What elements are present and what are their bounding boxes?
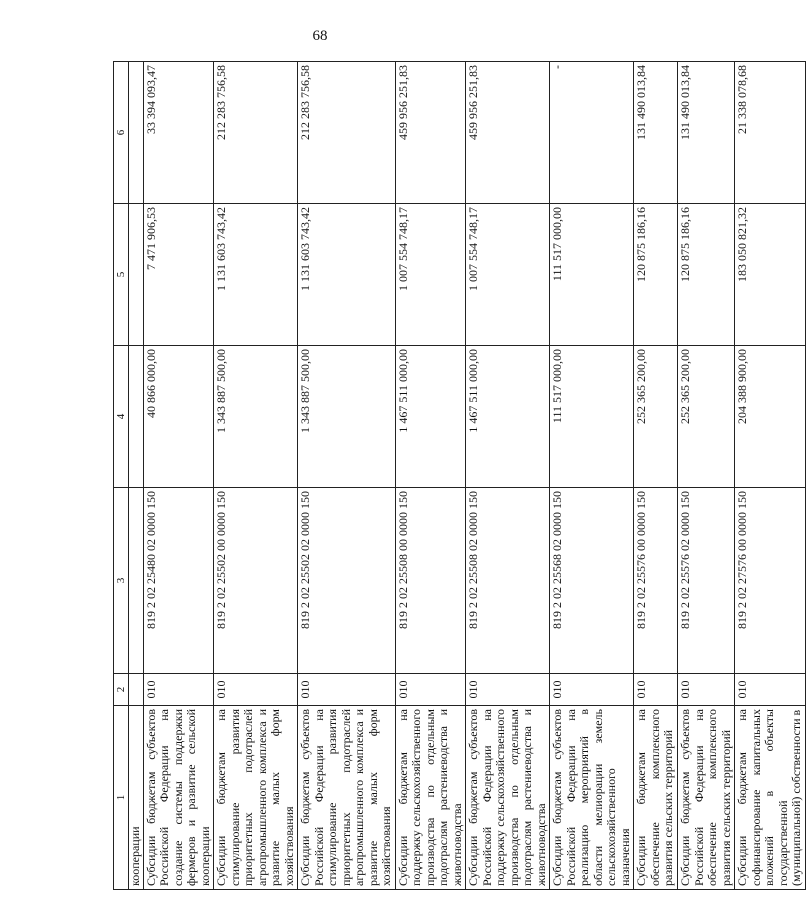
row-kbk: 819 2 02 25508 00 0000 150	[395, 488, 466, 674]
row-name: Субсидии бюджетам субъектов Российской Федерации на реализацию мероприятий в области мелиорации земель сельскохозяйственного назначения	[550, 706, 634, 890]
column-header-5: 5	[114, 204, 129, 346]
page-number: 68	[312, 28, 328, 44]
column-header-1: 1	[114, 706, 129, 890]
table-row	[214, 62, 298, 890]
row-kbk: 819 2 02 25480 02 0000 150	[143, 488, 214, 674]
budget-table	[113, 61, 806, 890]
row-col6: 21 338 078,68	[735, 62, 806, 204]
row-col4: 1 467 511 000,00	[466, 346, 550, 488]
row-code: 010	[735, 674, 806, 706]
row-name: Субсидии бюджетам субъектов Российской Федерации на обеспечение комплексного развития сельских территорий	[678, 706, 735, 890]
row-col6: 33 394 093,47	[143, 62, 214, 204]
table-row	[298, 62, 396, 890]
table-header-row	[114, 62, 129, 890]
row-code: 010	[214, 674, 298, 706]
row-code: 010	[466, 674, 550, 706]
row-name: Субсидии бюджетам на обеспечение комплексного развития сельских территорий	[634, 706, 678, 890]
row-name: Субсидии бюджетам на софинансирование капитальных вложений в объекты государственной (муниципальной) собственности в	[735, 706, 806, 890]
row-col5	[129, 204, 144, 346]
table-row	[395, 62, 466, 890]
row-col6: 131 490 013,84	[678, 62, 735, 204]
row-kbk: 819 2 02 25508 02 0000 150	[466, 488, 550, 674]
row-kbk	[129, 488, 144, 674]
row-col5: 1 007 554 748,17	[395, 204, 466, 346]
row-col6: 212 283 756,58	[214, 62, 298, 204]
row-name: кооперации	[129, 706, 144, 890]
row-col4	[129, 346, 144, 488]
row-name: Субсидии бюджетам субъектов Российской Федерации на поддержку сельскохозяйственного производства по отдельным подотраслям растениеводства и животноводства	[466, 706, 550, 890]
row-col5: 120 875 186,16	[634, 204, 678, 346]
row-name: Субсидии бюджетам субъектов Российской Федерации на стимулирование развития приоритетных подотраслей агропромышленного комплекса и развитие малых форм хозяйствования	[298, 706, 396, 890]
row-code: 010	[395, 674, 466, 706]
row-name: Субсидии бюджетам субъектов Российской Федерации на создание системы поддержки фермеров и развитие сельской кооперации	[143, 706, 214, 890]
row-kbk: 819 2 02 25502 02 0000 150	[298, 488, 396, 674]
row-code: 010	[550, 674, 634, 706]
row-col5: 183 050 821,32	[735, 204, 806, 346]
row-code: 010	[678, 674, 735, 706]
row-col5: 1 131 603 743,42	[214, 204, 298, 346]
row-col4: 252 365 200,00	[678, 346, 735, 488]
row-col6: 212 283 756,58	[298, 62, 396, 204]
row-col4: 1 467 511 000,00	[395, 346, 466, 488]
row-code: 010	[143, 674, 214, 706]
row-kbk: 819 2 02 27576 00 0000 150	[735, 488, 806, 674]
row-col6: 131 490 013,84	[634, 62, 678, 204]
row-col6: 459 956 251,83	[466, 62, 550, 204]
row-col4: 1 343 887 500,00	[298, 346, 396, 488]
row-col4: 111 517 000,00	[550, 346, 634, 488]
row-kbk: 819 2 02 25502 00 0000 150	[214, 488, 298, 674]
row-col6: 459 956 251,83	[395, 62, 466, 204]
row-name: Субсидии бюджетам на стимулирование развития приоритетных подотраслей агропромышленного комплекса и развитие малых форм хозяйствования	[214, 706, 298, 890]
row-name: Субсидии бюджетам на поддержку сельскохозяйственного производства по отдельным подотраслям растениеводства и животноводства	[395, 706, 466, 890]
table-row	[678, 62, 735, 890]
table-row	[466, 62, 550, 890]
row-kbk: 819 2 02 25576 00 0000 150	[634, 488, 678, 674]
rotated-table-container	[113, 62, 803, 890]
row-col4: 252 365 200,00	[634, 346, 678, 488]
table-row	[634, 62, 678, 890]
column-header-4: 4	[114, 346, 129, 488]
row-col5: 7 471 906,53	[143, 204, 214, 346]
table-row	[735, 62, 806, 890]
row-col6: -	[550, 62, 634, 204]
row-col4: 204 388 900,00	[735, 346, 806, 488]
table-row	[550, 62, 634, 890]
row-kbk: 819 2 02 25568 02 0000 150	[550, 488, 634, 674]
row-col5: 120 875 186,16	[678, 204, 735, 346]
table-row	[143, 62, 214, 890]
row-col5: 1 131 603 743,42	[298, 204, 396, 346]
row-code: 010	[298, 674, 396, 706]
row-code: 010	[634, 674, 678, 706]
table-row	[129, 62, 144, 890]
row-kbk: 819 2 02 25576 02 0000 150	[678, 488, 735, 674]
row-col4: 40 866 000,00	[143, 346, 214, 488]
row-code	[129, 674, 144, 706]
row-col5: 111 517 000,00	[550, 204, 634, 346]
row-col5: 1 007 554 748,17	[466, 204, 550, 346]
column-header-2: 2	[114, 674, 129, 706]
row-col4: 1 343 887 500,00	[214, 346, 298, 488]
row-col6	[129, 62, 144, 204]
column-header-6: 6	[114, 62, 129, 204]
column-header-3: 3	[114, 488, 129, 674]
